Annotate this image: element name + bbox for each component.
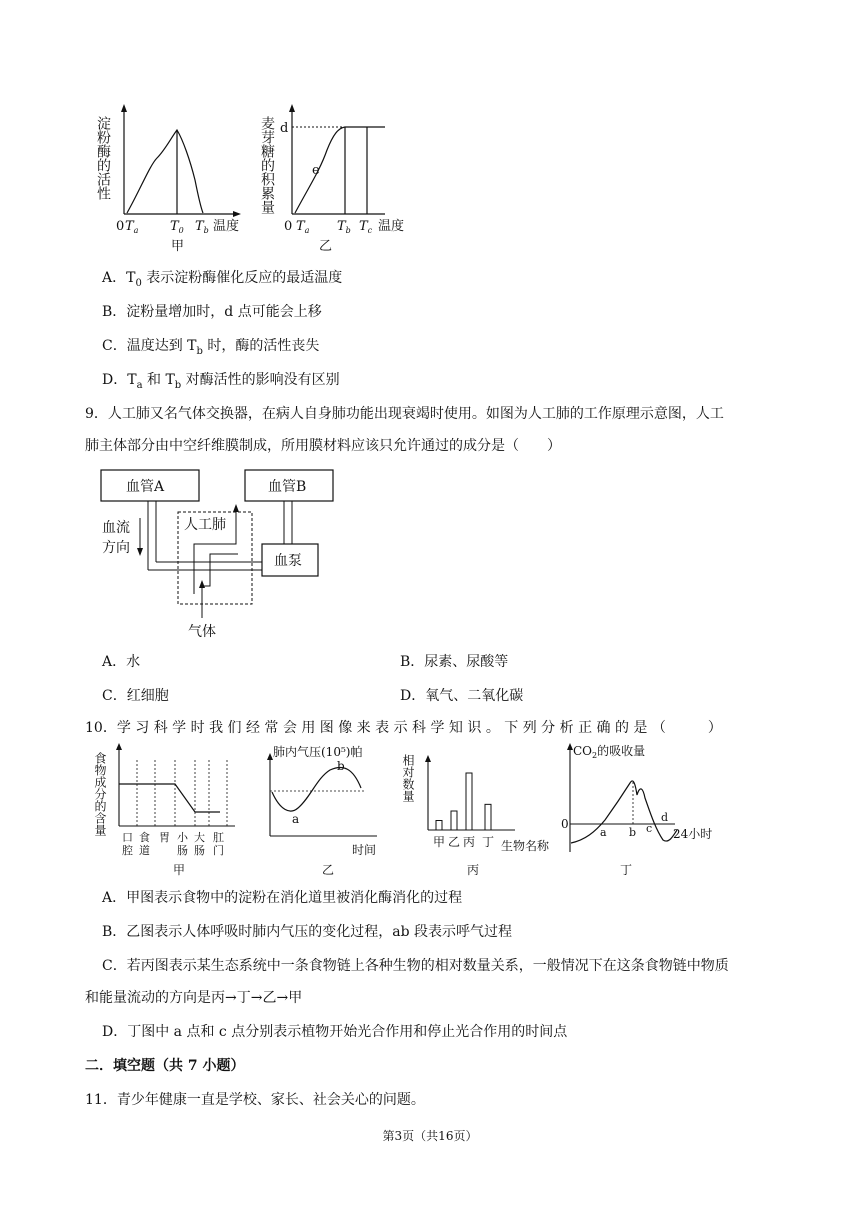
svg-text:人工肺: 人工肺: [184, 517, 226, 533]
q9-stem-line2: 肺主体部分由中空纤维膜制成，所用膜材料应该只允许通过的成分是（ ）: [85, 438, 561, 454]
svg-text:b: b: [337, 759, 345, 773]
bing-cat-1: 乙: [448, 835, 461, 849]
svg-text:Ta: $T_a$: [296, 219, 310, 235]
svg-text:血泵: 血泵: [274, 553, 302, 569]
bing-bar-0: [436, 821, 442, 831]
fig-yi-point-d: d: [280, 121, 289, 136]
q10-fig-jia: [93, 743, 235, 877]
page-footer: 第3页（共16页）: [382, 1129, 478, 1143]
svg-text:气体: 气体: [188, 624, 216, 640]
svg-text:生物名称: 生物名称: [501, 839, 550, 853]
q10-option-a[interactable]: A．甲图表示食物中的淀粉在消化道里被消化酶消化的过程: [102, 890, 463, 906]
fig-yi-maltose: [259, 104, 404, 254]
svg-text:相对数量: 相对数量: [401, 754, 415, 802]
fig-jia-enzyme-activity: [95, 104, 241, 254]
q11-stem: 11．青少年健康一直是学校、家长、社会关心的问题。: [85, 1092, 425, 1108]
q9-option-c[interactable]: C．红细胞: [102, 688, 169, 704]
svg-text:小: 小: [177, 831, 188, 844]
svg-text:Tb: $T_b$: [195, 219, 209, 235]
bing-cat-2: 丙: [463, 835, 476, 849]
fig-jia-origin: 0: [116, 219, 125, 234]
section-title: 二．填空题（共 7 小题）: [85, 1058, 245, 1074]
svg-text:胃: 胃: [159, 831, 170, 844]
q10-fig-bing: [401, 753, 550, 877]
svg-text:肠: 肠: [194, 844, 205, 857]
q10-figures: [95, 740, 735, 880]
fig-jia-ylabel: 淀粉酶的活性: [95, 116, 111, 200]
svg-text:口: 口: [122, 831, 133, 844]
svg-text:食: 食: [139, 831, 150, 844]
svg-text:血管A: 血管A: [126, 479, 165, 495]
q8-option-a[interactable]: A．$T_0$ 表示淀粉酶催化反应的最适温度: [102, 270, 343, 289]
q10-fig-ding: [561, 743, 712, 877]
svg-text:肛: 肛: [213, 831, 224, 844]
fig-jia-xlabel: 温度: [213, 219, 240, 234]
svg-text:a: a: [292, 812, 300, 826]
svg-text:Tc: $T_c$: [359, 219, 373, 235]
enzyme-activity-curve: [127, 130, 203, 213]
svg-text:道: 道: [139, 844, 150, 857]
svg-text:甲: 甲: [173, 863, 186, 877]
bing-bar-2: [466, 773, 472, 830]
fig-yi-ylabel: 麦芽糖的积累量: [259, 116, 275, 214]
q10-option-d[interactable]: D．丁图中 a 点和 c 点分别表示植物开始光合作用和停止光合作用的时间点: [102, 1024, 568, 1040]
bing-bar-3: [485, 804, 491, 830]
q9-artificial-lung-diagram: [98, 466, 348, 640]
lung-pressure-curve: [272, 767, 361, 811]
svg-text:Ta: $T_a$: [125, 219, 139, 235]
q9-option-b[interactable]: B．尿素、尿酸等: [400, 654, 509, 670]
svg-text:乙: 乙: [322, 863, 335, 877]
q10-fig-yi: [267, 744, 377, 877]
q9-option-d[interactable]: D．氧气、二氧化碳: [400, 688, 524, 704]
svg-text:CO2的吸收量: $CO_2$的吸收量: [573, 744, 646, 760]
svg-text:24小时: 24小时: [673, 827, 713, 841]
q10-option-b[interactable]: B．乙图表示人体呼吸时肺内气压的变化过程，ab 段表示呼气过程: [102, 924, 513, 940]
q10-option-c-cont: 和能量流动的方向是丙→丁→乙→甲: [85, 990, 303, 1006]
svg-text:丙: 丙: [467, 863, 480, 877]
svg-text:门: 门: [213, 844, 224, 857]
q8-option-b[interactable]: B．淀粉量增加时，d 点可能会上移: [102, 304, 322, 320]
svg-text:肺内气压(10⁵)帕: 肺内气压(10⁵)帕: [273, 745, 363, 759]
svg-text:时间: 时间: [352, 843, 377, 857]
svg-text:d: d: [661, 811, 669, 824]
fig-yi-xlabel: 温度: [378, 219, 405, 234]
svg-text:a: a: [600, 826, 607, 839]
svg-text:0: 0: [284, 219, 293, 234]
svg-text:b: b: [629, 826, 637, 839]
svg-text:血管B: 血管B: [268, 479, 307, 495]
fig-yi-point-e: e: [312, 163, 320, 178]
bing-cat-0: 甲: [433, 835, 446, 849]
svg-text:c: c: [646, 822, 653, 835]
q9-stem-line1: 9．人工肺又名气体交换器，在病人自身肺功能出现衰竭时使用。如图为人工肺的工作原理示意图，人工: [85, 406, 724, 422]
svg-text:腔: 腔: [122, 844, 133, 857]
bing-cat-3: 丁: [482, 835, 495, 849]
svg-text:食物成分的含量: 食物成分的含量: [93, 752, 107, 836]
fig-yi-caption: 乙: [319, 239, 333, 254]
q8-option-d[interactable]: D．$T_a$ 和 $T_b$ 对酶活性的影响没有区别: [102, 372, 340, 391]
q10-option-c[interactable]: C．若丙图表示某生态系统中一条食物链上各种生物的相对数量关系，一般情况下在这条食物链中物质: [102, 958, 729, 974]
svg-text:0: 0: [561, 817, 569, 831]
svg-text:方向: 方向: [102, 540, 130, 556]
svg-text:大: 大: [194, 831, 205, 844]
fig-jia-caption: 甲: [171, 239, 185, 254]
bing-bar-1: [451, 811, 457, 830]
svg-text:T0: $T_0$: [170, 219, 184, 235]
q8-option-c[interactable]: C．温度达到 $T_b$ 时，酶的活性丧失: [102, 338, 320, 357]
svg-text:Tb: $T_b$: [337, 219, 351, 235]
maltose-curve: [295, 127, 385, 213]
q8-figure: [95, 100, 425, 260]
q10-stem: 10．学 习 科 学 时 我 们 经 常 会 用 图 像 来 表 示 科 学 知 识 。 下 列 分 析 正 确 的 是 （ ）: [85, 720, 722, 736]
svg-text:血流: 血流: [102, 520, 130, 536]
q9-option-a[interactable]: A．水: [102, 654, 141, 670]
svg-text:丁: 丁: [620, 863, 633, 877]
svg-text:肠: 肠: [177, 844, 188, 857]
